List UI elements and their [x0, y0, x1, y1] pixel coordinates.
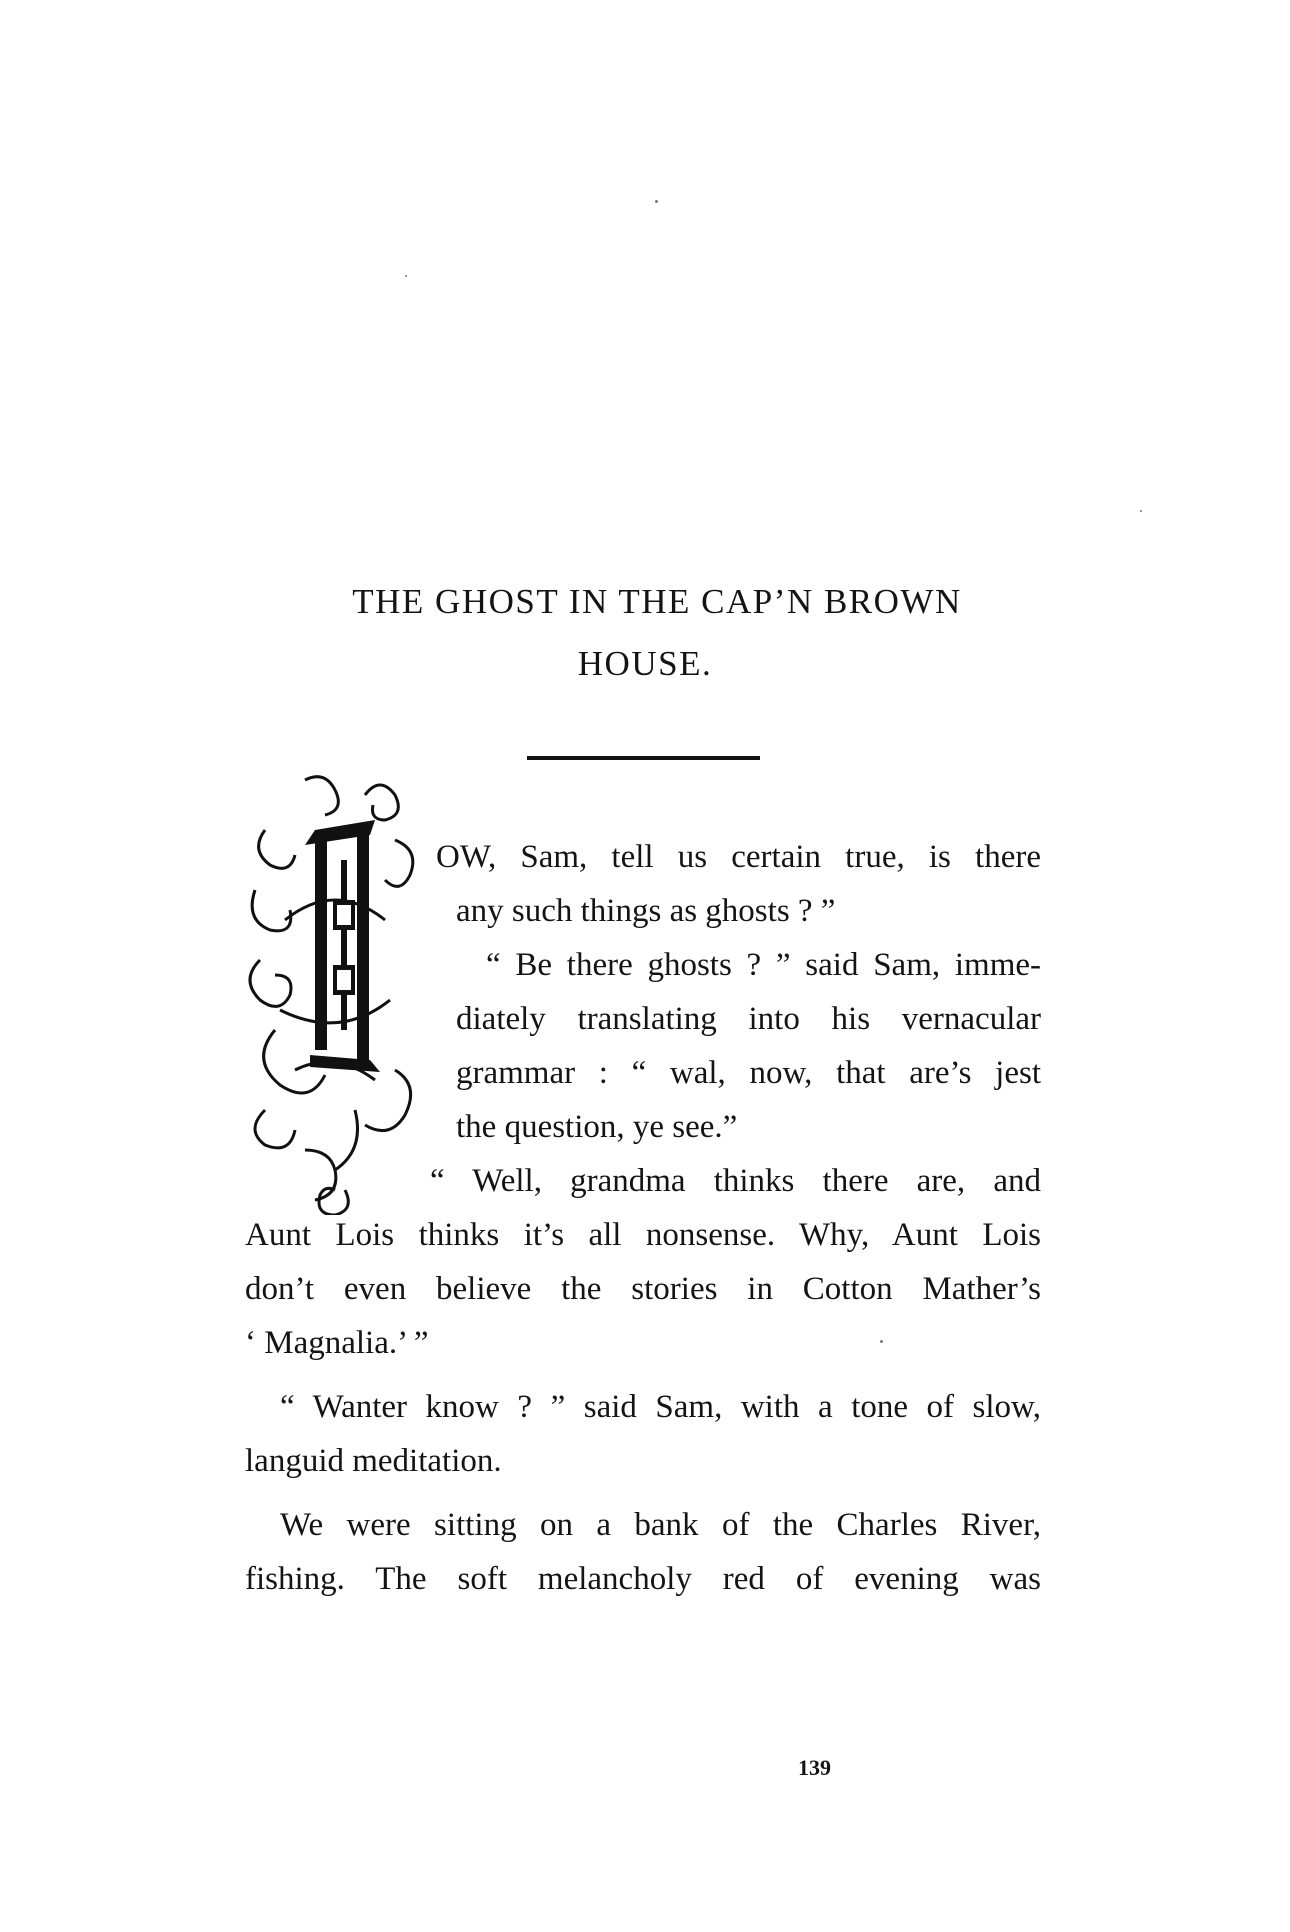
paper-speck	[1140, 510, 1142, 512]
paper-speck	[405, 275, 407, 277]
text-line: ‘ Magnalia.’ ”	[245, 1325, 429, 1361]
text-line: don’t even believe the stories in Cotton Mather’s	[245, 1271, 1041, 1307]
text-line: any such things as ghosts ? ”	[456, 893, 836, 929]
ornamental-drop-cap-icon	[245, 770, 440, 1215]
text-line: Aunt Lois thinks it’s all nonsense. Why, Aunt Lois	[245, 1217, 1041, 1253]
text-line: the question, ye see.”	[456, 1109, 738, 1145]
text-line: We were sitting on a bank of the Charles River,	[280, 1507, 1041, 1543]
paper-speck	[655, 200, 658, 203]
text-line: “ Well, grandma thinks there are, and	[430, 1163, 1041, 1199]
text-line: languid meditation.	[245, 1443, 502, 1479]
text-line: fishing. The soft melancholy red of evening was	[245, 1561, 1041, 1597]
title-rule	[527, 756, 760, 760]
paper-speck	[880, 1340, 883, 1343]
text-line: diately translating into his vernacular	[456, 1001, 1041, 1037]
text-line: “ Wanter know ? ” said Sam, with a tone of slow,	[280, 1389, 1041, 1425]
page-number: 139	[798, 1755, 831, 1780]
text-line: grammar : “ wal, now, that are’s jest	[456, 1055, 1041, 1091]
chapter-title-line-2: HOUSE.	[577, 644, 713, 683]
text-line: “ Be there ghosts ? ” said Sam, imme-	[486, 947, 1041, 983]
text-line: OW, Sam, tell us certain true, is there	[436, 839, 1041, 875]
chapter-title-line-1: THE GHOST IN THE CAP’N BROWN	[352, 582, 962, 621]
